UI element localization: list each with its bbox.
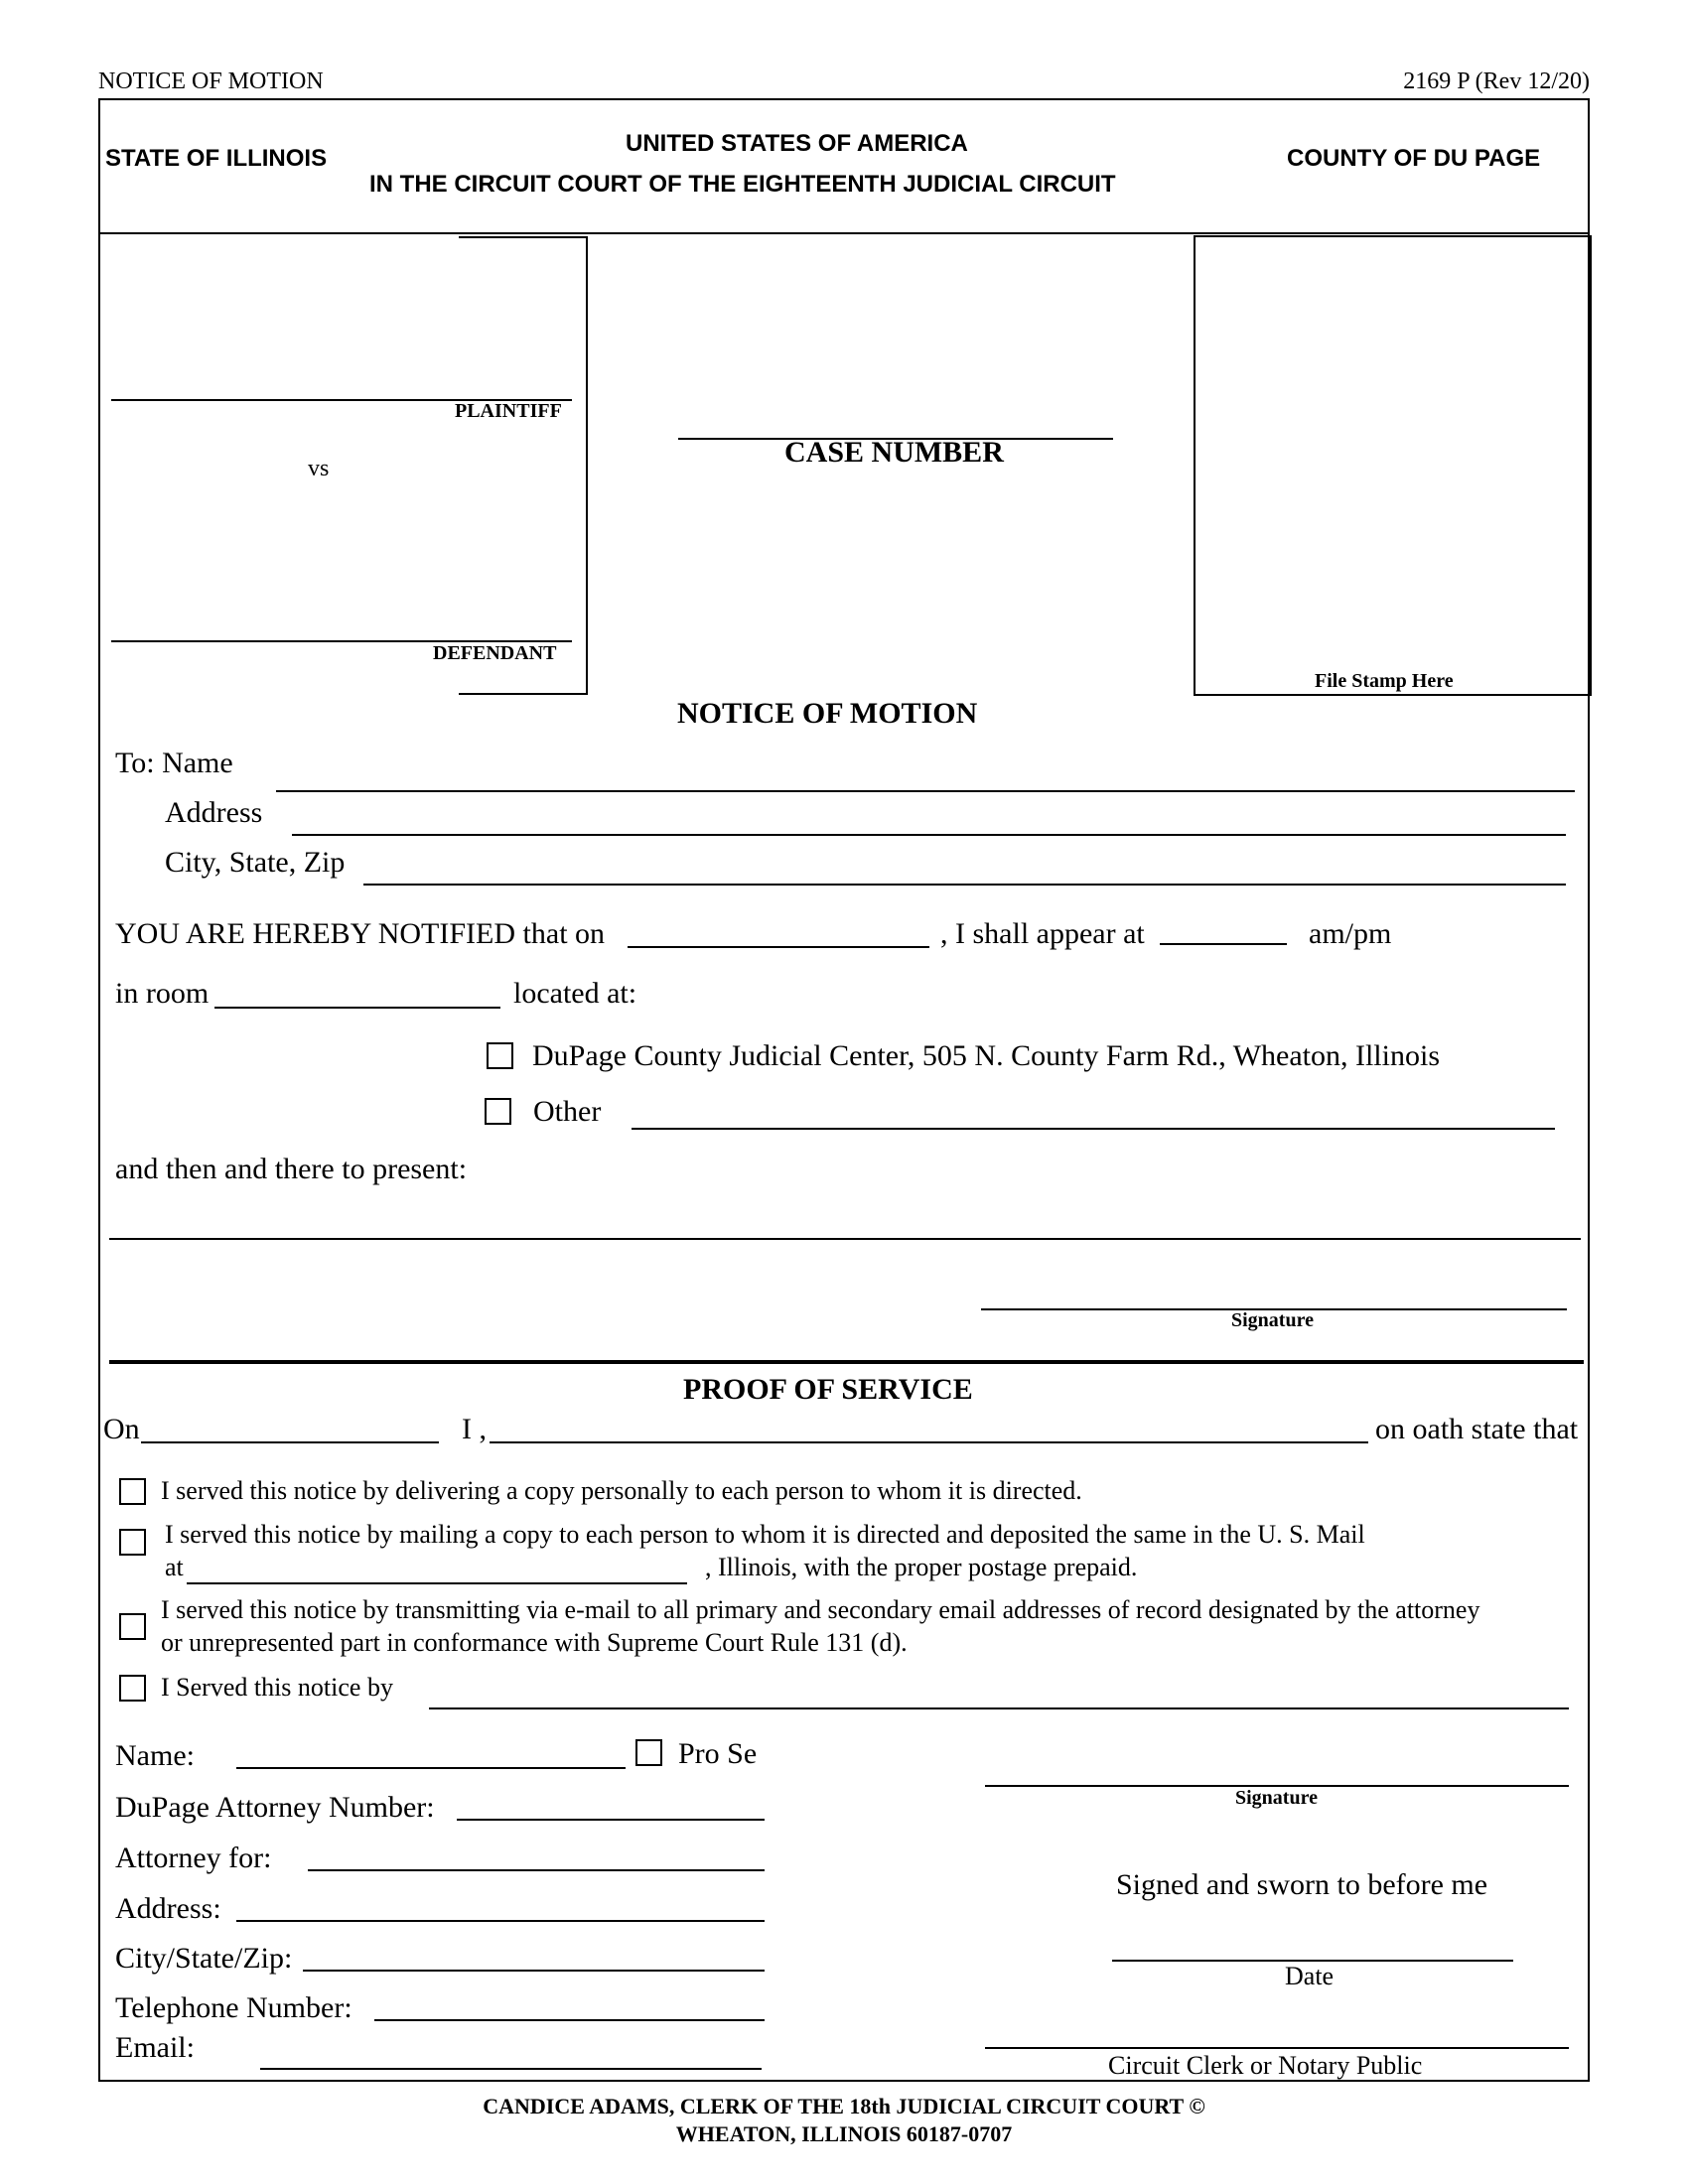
clerk-label: Circuit Clerk or Notary Public: [1108, 2051, 1423, 2080]
attorney-email-label: Email:: [115, 2031, 195, 2064]
in-room-label: in room: [115, 977, 210, 1010]
clerk-signature-line[interactable]: [985, 2047, 1569, 2049]
hearing-time-field[interactable]: [1160, 943, 1287, 945]
present-field[interactable]: [109, 1238, 1581, 1240]
pro-se-label: Pro Se: [678, 1737, 758, 1770]
defendant-label: DEFENDANT: [433, 642, 557, 664]
served-personally-label: I served this notice by delivering a copy personally to each person to whom it is directed.: [161, 1476, 1082, 1505]
file-stamp-label: File Stamp Here: [1315, 670, 1454, 692]
proof-name-field[interactable]: [490, 1441, 1368, 1443]
attorney-for-label: Attorney for:: [115, 1842, 272, 1874]
ampm-text: am/pm: [1309, 917, 1392, 950]
proof-signature-label: Signature: [1235, 1787, 1318, 1809]
to-city-state-zip-label: City, State, Zip: [165, 846, 346, 879]
location-other-field[interactable]: [632, 1128, 1555, 1130]
appear-text: , I shall appear at: [940, 917, 1145, 950]
room-field[interactable]: [214, 1007, 500, 1009]
served-email-label-line1: I served this notice by transmitting via e-mail to all primary and secondary email addresses of record designated by the attorney: [161, 1595, 1480, 1624]
header-divider: [98, 232, 1590, 234]
served-mail-checkbox[interactable]: [119, 1529, 146, 1556]
sworn-date-label: Date: [1285, 1962, 1335, 1990]
proof-on-label: On: [103, 1413, 140, 1445]
served-personally-checkbox[interactable]: [119, 1478, 146, 1505]
attorney-city-state-zip-label: City/State/Zip:: [115, 1942, 293, 1975]
attorney-number-field[interactable]: [457, 1819, 765, 1821]
notice-signature-label: Signature: [1231, 1309, 1314, 1331]
attorney-city-state-zip-field[interactable]: [303, 1970, 765, 1972]
served-mail-label-line2: , Illinois, with the proper postage prepaid.: [705, 1553, 1138, 1581]
pro-se-checkbox[interactable]: [635, 1739, 662, 1766]
present-label: and then and there to present:: [115, 1153, 468, 1185]
proof-i-label: I ,: [462, 1413, 487, 1445]
notified-text: YOU ARE HEREBY NOTIFIED that on: [115, 917, 606, 950]
served-mail-at-label: at: [165, 1553, 184, 1581]
attorney-email-field[interactable]: [260, 2068, 762, 2070]
attorney-name-field[interactable]: [236, 1767, 626, 1769]
vs-label: vs: [308, 456, 330, 481]
section-divider: [109, 1360, 1584, 1364]
to-address-field[interactable]: [292, 834, 1566, 836]
attorney-name-label: Name:: [115, 1739, 195, 1772]
location-judicial-center-checkbox[interactable]: [487, 1042, 513, 1069]
attorney-telephone-label: Telephone Number:: [115, 1991, 352, 2024]
location-other-checkbox[interactable]: [485, 1098, 511, 1125]
attorney-address-label: Address:: [115, 1892, 221, 1925]
served-email-checkbox[interactable]: [119, 1613, 146, 1640]
to-city-state-zip-field[interactable]: [363, 884, 1566, 886]
footer-address: WHEATON, ILLINOIS 60187-0707: [675, 2121, 1013, 2146]
to-address-label: Address: [165, 796, 263, 829]
sworn-text: Signed and sworn to before me: [1116, 1868, 1488, 1901]
served-other-field[interactable]: [429, 1707, 1569, 1709]
country-label: UNITED STATES OF AMERICA: [626, 130, 968, 157]
proof-date-field[interactable]: [141, 1441, 439, 1443]
served-mail-location-field[interactable]: [187, 1582, 687, 1584]
plaintiff-label: PLAINTIFF: [455, 400, 562, 422]
case-number-label: CASE NUMBER: [784, 436, 1004, 469]
attorney-telephone-field[interactable]: [374, 2019, 765, 2021]
state-label: STATE OF ILLINOIS: [105, 145, 328, 172]
served-mail-label-line1: I served this notice by mailing a copy to each person to whom it is directed and deposited the same in the U. S. Mail: [165, 1520, 1365, 1549]
oath-text: on oath state that: [1375, 1413, 1579, 1445]
footer-clerk: CANDICE ADAMS, CLERK OF THE 18th JUDICIAL CIRCUIT COURT ©: [483, 2094, 1205, 2118]
caption-bottom-line: [459, 693, 588, 695]
court-label: IN THE CIRCUIT COURT OF THE EIGHTEENTH JUDICIAL CIRCUIT: [369, 171, 1116, 198]
caption-top-line: [459, 236, 588, 238]
served-email-label-line2: or unrepresented part in conformance with Supreme Court Rule 131 (d).: [161, 1628, 908, 1657]
location-other-label: Other: [533, 1095, 602, 1128]
location-judicial-center-label: DuPage County Judicial Center, 505 N. County Farm Rd., Wheaton, Illinois: [532, 1039, 1440, 1072]
proof-title: PROOF OF SERVICE: [683, 1373, 973, 1406]
served-other-label: I Served this notice by: [161, 1673, 393, 1702]
attorney-number-label: DuPage Attorney Number:: [115, 1791, 435, 1824]
form-code: 2169 P (Rev 12/20): [1403, 68, 1590, 94]
file-stamp-box: [1194, 235, 1592, 696]
located-at-label: located at:: [513, 977, 637, 1010]
attorney-address-field[interactable]: [236, 1920, 765, 1922]
notice-title: NOTICE OF MOTION: [677, 697, 978, 730]
county-label: COUNTY OF DU PAGE: [1287, 145, 1541, 172]
attorney-for-field[interactable]: [308, 1869, 765, 1871]
served-other-checkbox[interactable]: [119, 1675, 146, 1702]
to-name-field[interactable]: [276, 790, 1575, 792]
hearing-date-field[interactable]: [628, 946, 929, 948]
caption-right-line: [586, 236, 588, 695]
form-title-header: NOTICE OF MOTION: [98, 68, 324, 94]
to-name-label: To: Name: [115, 747, 233, 779]
